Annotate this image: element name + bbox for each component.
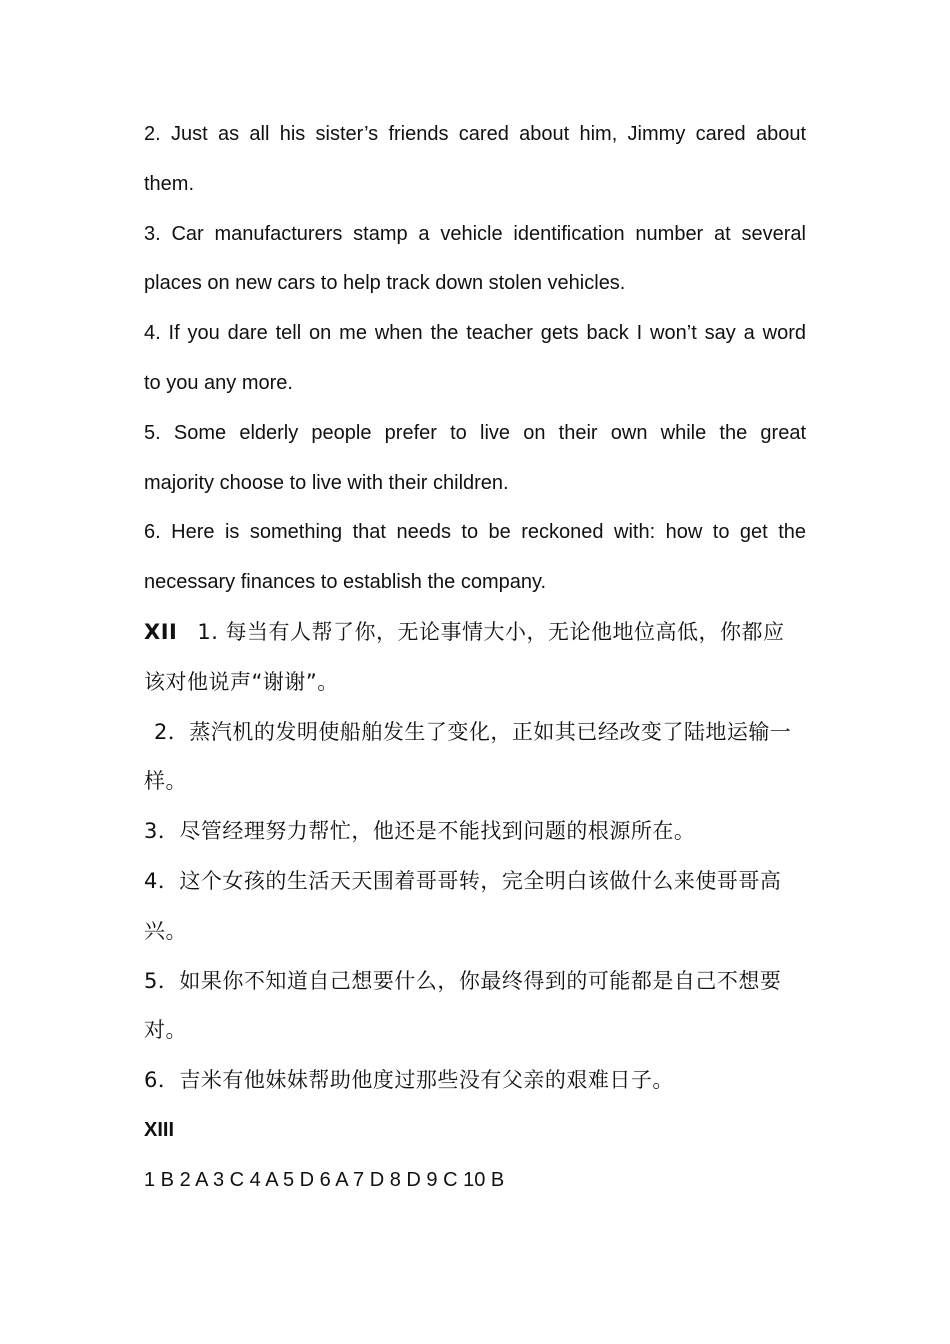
section-xii-item-2-line-2: 样。: [144, 769, 187, 794]
section-xii-item-2-line-1: 2．蒸汽机的发明使船舶发生了变化，正如其已经改变了陆地运输一: [154, 719, 792, 744]
section-xiii-label: XIII: [144, 1118, 175, 1141]
item-2-line-2: them.: [144, 172, 195, 195]
section-xii-item-1-line-1: [144, 608, 806, 658]
item-6-line-1: 6. Here is something that needs to be reckoned with: how to get the: [144, 521, 806, 544]
section-xii-item-5-line-1: 5．如果你不知道自己想要什么，你最终得到的可能都是自己不想要: [144, 968, 782, 993]
section-xii-item-4-line-1: 4．这个女孩的生活天天围着哥哥转，完全明白该做什么来使哥哥高: [144, 868, 782, 893]
item-3-line-2: places on new cars to help track down stolen vehicles.: [144, 272, 626, 295]
item-2-line-1: 2. Just as all his sister’s friends cared about him, Jimmy cared about: [144, 123, 806, 145]
item-4-line-2: to you any more.: [144, 371, 293, 394]
section-xii-item-4-line-2: 兴。: [144, 918, 187, 943]
section-xiii-answers: 1 B 2 A 3 C 4 A 5 D 6 A 7 D 8 D 9 C 10 B: [144, 1168, 505, 1191]
item-3-line-1: 3. Car manufacturers stamp a vehicle identification number at several: [144, 222, 806, 245]
item-4-line-1: 4. If you dare tell on me when the teacher gets back I won’t say a word: [144, 322, 806, 345]
section-xii-item-5-line-2: 对。: [144, 1018, 187, 1043]
section-xii-item-6-line-1: 6．吉米有他妹妹帮助他度过那些没有父亲的艰难日子。: [144, 1068, 674, 1093]
answer-key-page: [144, 110, 806, 1206]
section-xii-item-1-text: 1. 每当有人帮了你，无论事情大小，无论他地位高低，你都应: [197, 619, 785, 644]
item-5-line-1: 5. Some elderly people prefer to live on their own while the great: [144, 421, 806, 444]
item-6-line-2: necessary finances to establish the company.: [144, 571, 547, 594]
item-5-line-2: majority choose to live with their children.: [144, 471, 509, 494]
section-xii-item-3-line-1: 3．尽管经理努力帮忙，他还是不能找到问题的根源所在。: [144, 819, 696, 844]
section-xii-item-1-line-2: 该对他说声“谢谢”。: [144, 669, 339, 694]
section-xii-label: XII: [144, 619, 178, 644]
